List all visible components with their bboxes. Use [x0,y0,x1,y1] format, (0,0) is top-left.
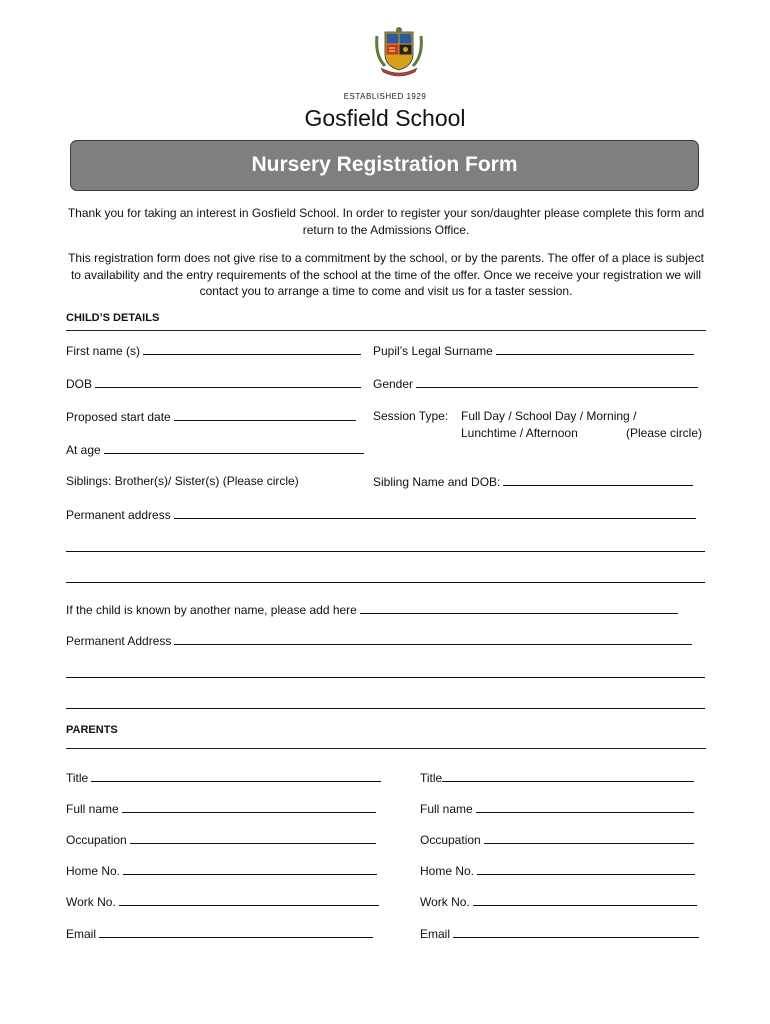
parent2-title-field[interactable] [420,770,705,785]
parent2-full-name-field[interactable] [420,801,705,816]
gender-label: Gender [373,377,414,391]
parent2-email-line[interactable] [453,926,699,938]
parent1-full-name-field[interactable] [66,801,388,816]
dob-field[interactable] [66,376,368,391]
parent2-occupation-label: Occupation [420,833,481,847]
at-age-field[interactable] [66,442,368,457]
at-age-label: At age [66,443,101,457]
parent1-occupation-field[interactable] [66,832,388,847]
surname-line[interactable] [496,343,694,355]
parent2-full-name-line[interactable] [476,801,694,813]
parent1-work-no-field[interactable] [66,894,388,909]
parent1-title-field[interactable] [66,770,388,785]
parent2-full-name-label: Full name [420,802,473,816]
gender-line[interactable] [416,376,698,388]
form-title-banner: Nursery Registration Form [70,140,699,191]
parents-heading: PARENTS [66,724,118,736]
section-divider [66,330,706,331]
first-name-label: First name (s) [66,344,141,358]
session-options-row2[interactable]: Lunchtime / Afternoon [461,426,578,440]
session-type-label: Session Type: [373,409,449,423]
first-name-field[interactable] [66,343,368,358]
child-details-heading: CHILD’S DETAILS [66,312,160,324]
parent2-work-no-field[interactable] [420,894,705,909]
address-line-3[interactable] [66,582,705,583]
parent1-email-line[interactable] [99,926,373,938]
parent2-title-label: Title [420,771,443,785]
surname-label: Pupil’s Legal Surname [373,344,493,358]
permanent-address-2-line[interactable] [174,633,692,645]
parent1-title-label: Title [66,771,89,785]
parent1-work-no-line[interactable] [119,894,379,906]
parent2-email-field[interactable] [420,926,705,941]
address-2-line-2[interactable] [66,677,705,678]
sibling-name-dob-field[interactable] [373,474,703,489]
parent2-work-no-line[interactable] [473,894,697,906]
permanent-address-2-label: Permanent Address [66,634,172,648]
section-divider [66,748,706,749]
parent2-email-label: Email [420,927,451,941]
permanent-address-field[interactable] [66,507,706,522]
parent1-full-name-line[interactable] [122,801,376,813]
permanent-address-2-field[interactable] [66,633,706,648]
please-circle-note: (Please circle) [626,426,703,440]
school-crest-logo [371,26,427,78]
parent1-home-no-label: Home No. [66,864,121,878]
sibling-name-dob-line[interactable] [503,474,693,486]
parent1-title-line[interactable] [91,770,381,782]
parent1-work-no-label: Work No. [66,895,116,909]
at-age-line[interactable] [104,442,364,454]
parent2-work-no-label: Work No. [420,895,470,909]
dob-line[interactable] [95,376,361,388]
established-label: ESTABLISHED 1929 [343,92,427,101]
start-date-label: Proposed start date [66,410,171,424]
parent2-occupation-line[interactable] [484,832,694,844]
permanent-address-label: Permanent address [66,508,171,522]
intro-paragraph-1: Thank you for taking an interest in Gosfield School. In order to register your son/daughter please complete this form and return to the Admissions Office. [67,206,705,237]
intro-paragraph-2: This registration form does not give rise to a commitment by the school, or by the parents. The offer of a place is subject to availability and the entry requirements of the school at the time of the offer. Once we receive your registration we will contact you to arrange a time to come and visit us for a taster session. [68,251,704,298]
parent1-home-no-field[interactable] [66,863,388,878]
parent1-occupation-label: Occupation [66,833,127,847]
parent1-email-field[interactable] [66,926,388,941]
parent2-title-line[interactable] [442,770,694,782]
permanent-address-line[interactable] [174,507,696,519]
first-name-line[interactable] [143,343,361,355]
start-date-field[interactable] [66,409,368,424]
dob-label: DOB [66,377,93,391]
parent1-email-label: Email [66,927,97,941]
parent2-home-no-field[interactable] [420,863,705,878]
parent2-home-no-label: Home No. [420,864,475,878]
other-name-field[interactable] [66,602,706,617]
sibling-name-dob-label: Sibling Name and DOB: [373,475,501,489]
gender-field[interactable] [373,376,705,391]
session-options-row1[interactable]: Full Day / School Day / Morning / [461,409,637,423]
surname-field[interactable] [373,343,703,358]
parent2-home-no-line[interactable] [477,863,695,875]
start-date-line[interactable] [174,409,356,421]
address-2-line-3[interactable] [66,708,705,709]
other-name-label: If the child is known by another name, please add here [66,603,357,617]
parent1-home-no-line[interactable] [123,863,377,875]
parent1-full-name-label: Full name [66,802,119,816]
other-name-line[interactable] [360,602,678,614]
siblings-label[interactable]: Siblings: Brother(s)/ Sister(s) (Please circle) [66,474,299,488]
parent1-occupation-line[interactable] [130,832,376,844]
parent2-occupation-field[interactable] [420,832,705,847]
address-line-2[interactable] [66,551,705,552]
school-name: Gosfield School [304,105,466,131]
